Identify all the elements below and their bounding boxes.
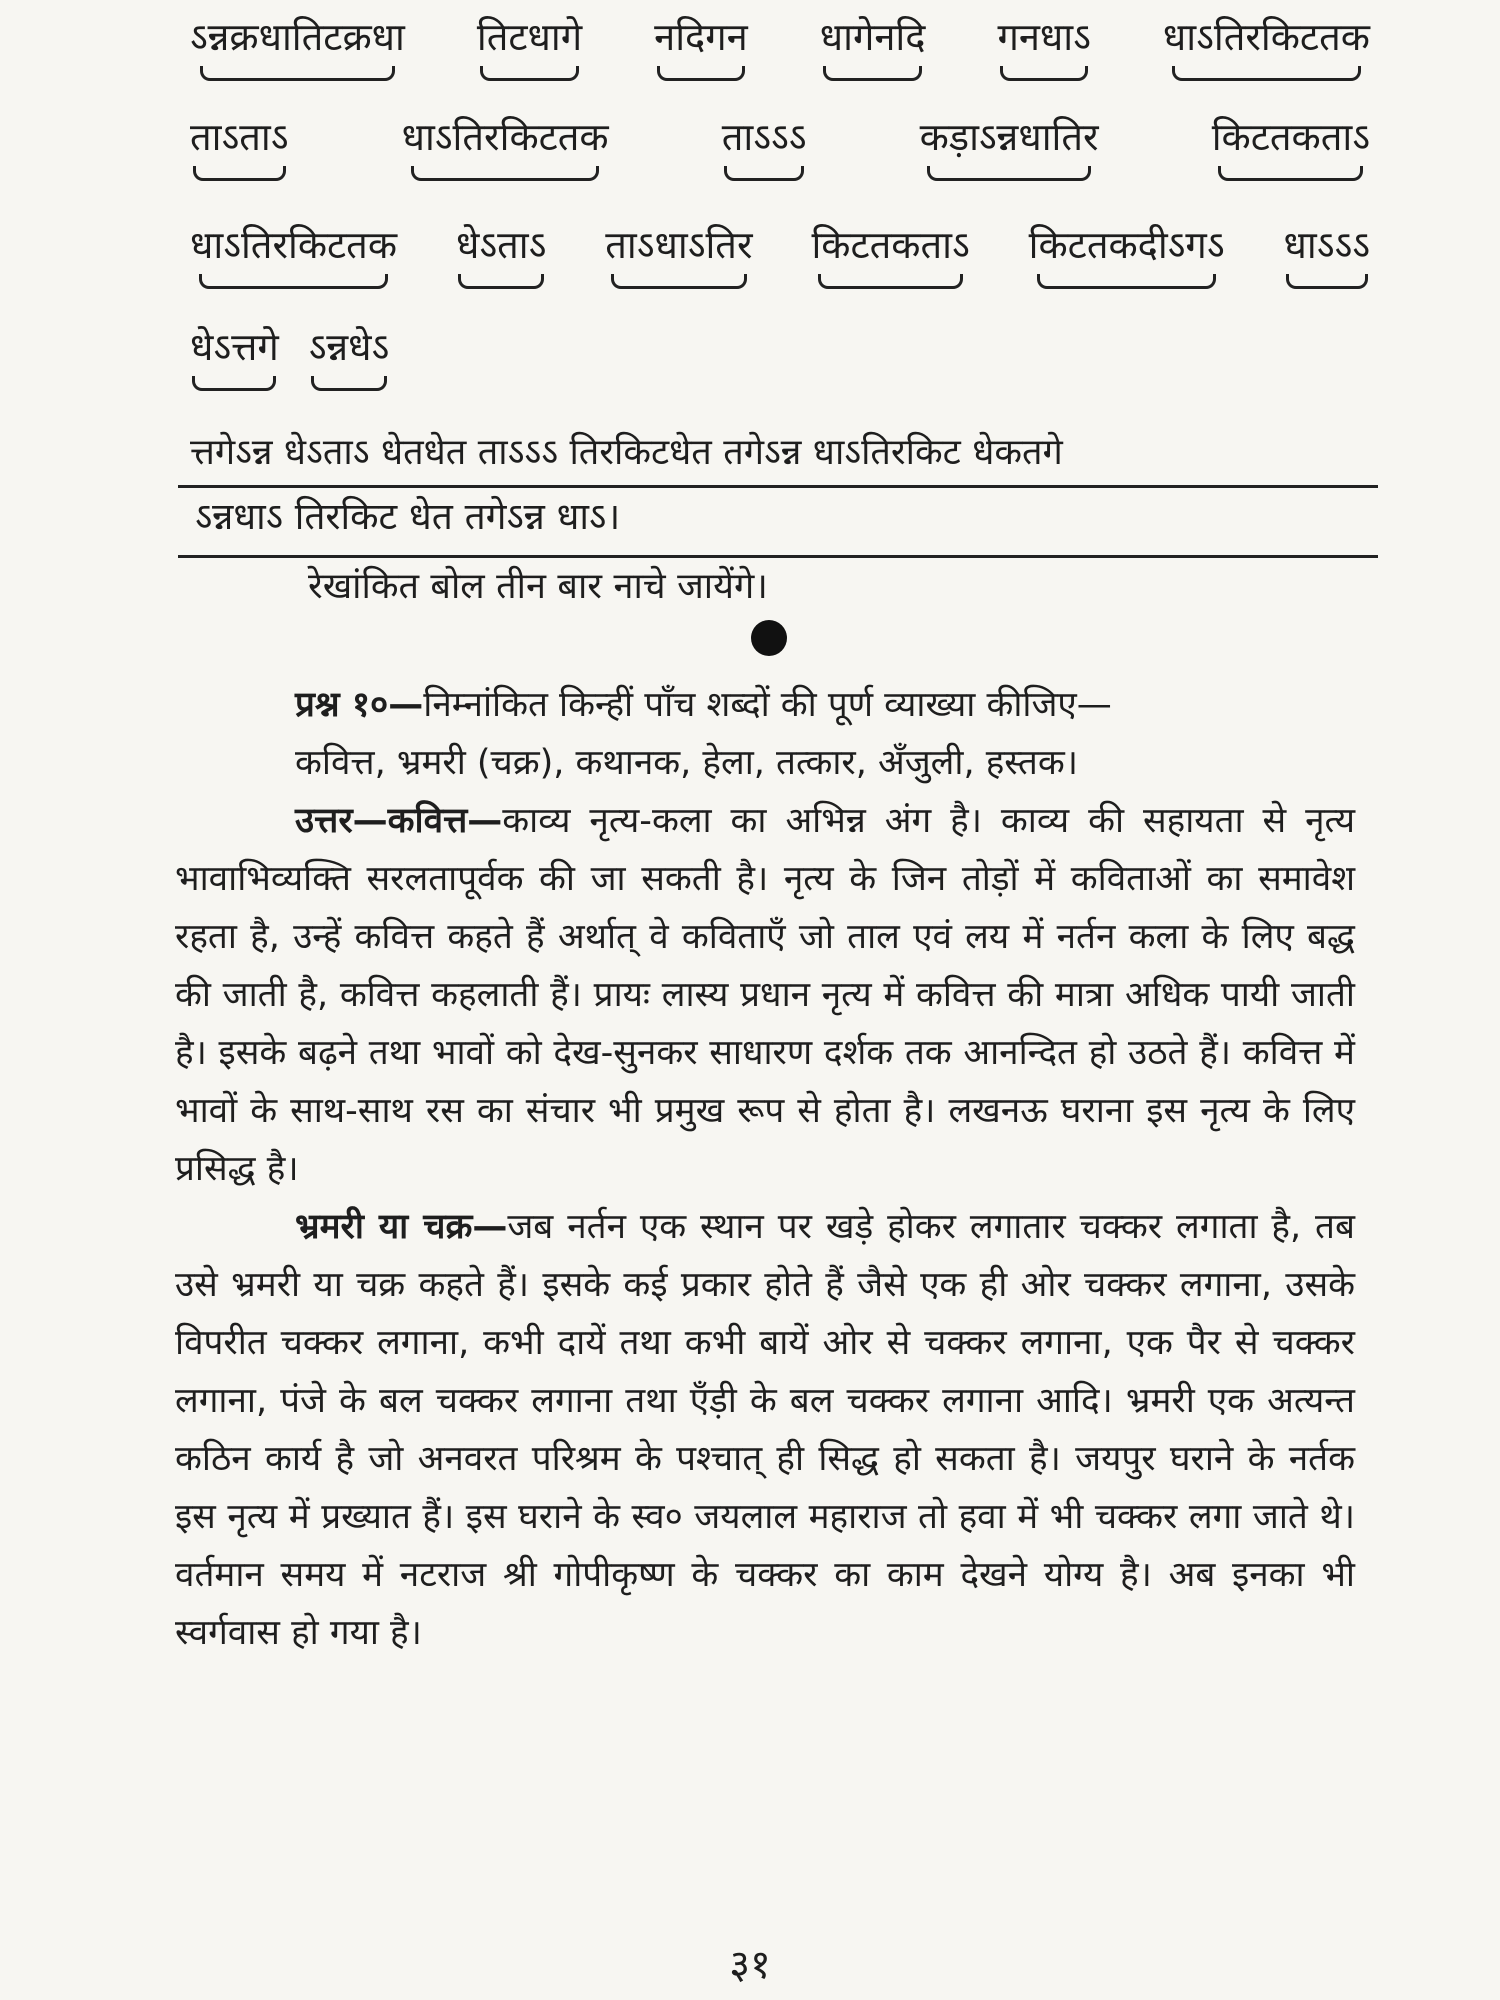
- answer-bhramari-paragraph: [175, 1198, 1355, 1662]
- bol-group: ताऽताऽ: [190, 112, 289, 181]
- question-label: प्रश्न १०—: [295, 685, 424, 725]
- bol-row-1: [190, 12, 1370, 81]
- underline-rule-2: [178, 555, 1378, 558]
- bol-group: ऽन्नक्रधातिटक्रधा: [190, 12, 405, 81]
- bol-row-3: [190, 220, 1370, 289]
- bhramari-text: जब नर्तन एक स्थान पर खड़े होकर लगातार चक्कर लगाता है, तब उसे भ्रमरी या चक्र कहते हैं। इसके कई प्रकार होते हैं जैसे एक ही ओर चक्कर लगाना, उसके विपरीत चक्कर लगाना, कभी दायें तथा कभी बायें ओर से चक्कर लगाना, एक पैर से चक्कर लगाना, पंजे के बल चक्कर लगाना तथा एँड़ी के बल चक्कर लगाना आदि। भ्रमरी एक अत्यन्त कठिन कार्य है जो अनवरत परिश्रम के पश्चात् ही सिद्ध हो सकता है। जयपुर घराने के नर्तक इस नृत्य में प्रख्यात हैं। इस घराने के स्व० जयलाल महाराज तो हवा में भी चक्कर लगा जाते थे। वर्तमान समय में नटराज श्री गोपीकृष्ण के चक्कर का काम देखने योग्य है। अब इनका भी स्वर्गवास हो गया है।: [175, 1207, 1355, 1653]
- main-text: [175, 676, 1355, 1662]
- bol-group: तिटधागे: [477, 12, 582, 81]
- bol-group: ऽन्नधेऽ: [309, 322, 390, 391]
- separator-dot: [751, 620, 787, 656]
- bol-group: कड़ाऽन्नधातिर: [920, 112, 1099, 181]
- bol-row-2: [190, 112, 1370, 181]
- bol-row-4: [190, 322, 1370, 391]
- bol-group: धाऽतिरकिटतक: [1163, 12, 1370, 81]
- bol-group: ताऽधाऽतिर: [605, 220, 752, 289]
- bol-group: किटतकदीऽगऽ: [1029, 220, 1225, 289]
- bol-group: गनधाऽ: [997, 12, 1090, 81]
- bol-group: नदिगन: [654, 12, 748, 81]
- bol-group: ताऽऽऽ: [722, 112, 807, 181]
- bol-group: किटतकताऽ: [1212, 112, 1370, 181]
- question-paragraph: [175, 676, 1355, 734]
- underlined-bol-line-2: ऽन्नधाऽ तिरकिट धेत तगेऽन्न धाऽ।: [195, 495, 621, 538]
- question-text: निम्नांकित किन्हीं पाँच शब्दों की पूर्ण व्याख्या कीजिए—: [423, 685, 1112, 725]
- underlined-bol-line-1: त्तगेऽन्न धेऽताऽ धेतधेत ताऽऽऽ तिरकिटधेत तगेऽन्न धाऽतिरकिट धेकतगे: [190, 432, 1063, 473]
- answer-label: उत्तर—कवित्त—: [295, 801, 503, 841]
- bol-group: धेऽताऽ: [456, 220, 546, 289]
- terms-list: कवित्त, भ्रमरी (चक्र), कथानक, हेला, तत्कार, अँजुली, हस्तक।: [295, 743, 1079, 783]
- bol-group: धाऽतिरकिटतक: [190, 220, 397, 289]
- bol-group: धागेनदि: [820, 12, 926, 81]
- underline-note: रेखांकित बोल तीन बार नाचे जायेंगे।: [308, 566, 768, 607]
- bol-group: धाऽऽऽ: [1284, 220, 1370, 289]
- page-number: ३१: [729, 1942, 771, 1988]
- answer-kavitt-paragraph: [175, 792, 1355, 1198]
- bhramari-label: भ्रमरी या चक्र—: [295, 1207, 508, 1247]
- bol-group: धाऽतिरकिटतक: [402, 112, 609, 181]
- bol-group: धेऽत्तगे: [190, 322, 279, 391]
- underline-rule-1: [178, 485, 1378, 488]
- answer-kavitt-text: काव्य नृत्य-कला का अभिन्न अंग है। काव्य की सहायता से नृत्य भावाभिव्यक्ति सरलतापूर्वक की जा सकती है। नृत्य के जिन तोड़ों में कविताओं का समावेश रहता है, उन्हें कवित्त कहते हैं अर्थात् वे कविताएँ जो ताल एवं लय में नर्तन कला के लिए बद्ध की जाती है, कवित्त कहलाती हैं। प्रायः लास्य प्रधान नृत्य में कवित्त की मात्रा अधिक पायी जाती है। इसके बढ़ने तथा भावों को देख-सुनकर साधारण दर्शक तक आनन्दित हो उठते हैं। कवित्त में भावों के साथ-साथ रस का संचार भी प्रमुख रूप से होता है। लखनऊ घराना इस नृत्य के लिए प्रसिद्ध है।: [175, 801, 1355, 1189]
- bol-group: किटतकताऽ: [811, 220, 969, 289]
